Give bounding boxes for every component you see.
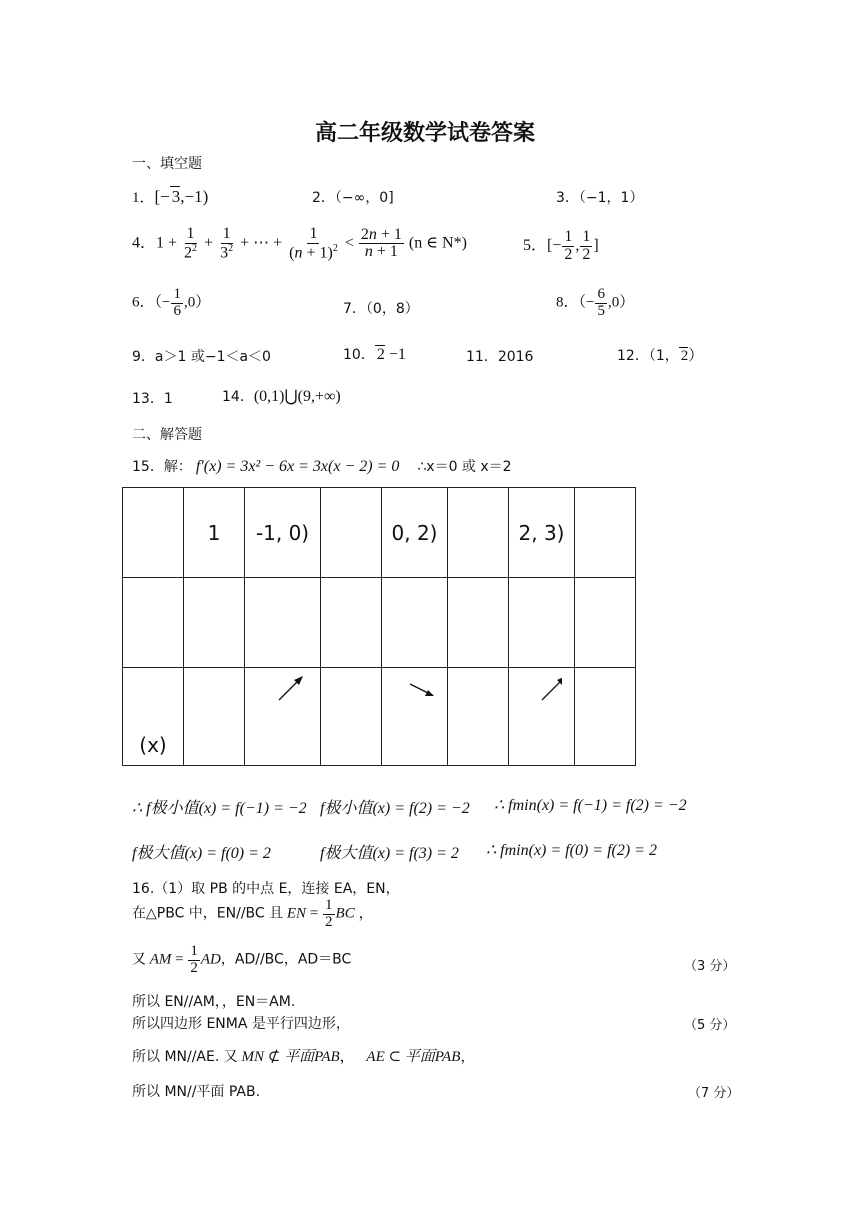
result-min-1: ∴ f极小值(x) = f(−1) = −2 (132, 800, 307, 817)
answer-11: 11．2016 (466, 349, 534, 365)
score-7: （7 分） (688, 1086, 740, 1101)
monotonicity-table (122, 487, 636, 766)
result-max-1: f极大值(x) = f(0) = 2 (132, 845, 271, 862)
result-max-3: ∴ fmin(x) = f(0) = f(2) = 2 (486, 842, 657, 859)
table-cell (123, 578, 184, 668)
answer-4: 4．1 + $\frac{1}{2^2}$ + $\frac{1}{3^2}$ + ⋯ + $\frac{1}{(n + 1)^2}$ < $\frac{2n + 1}{n + 1}$ (n ∈ N*) (132, 225, 467, 262)
table-cell (123, 668, 184, 766)
page-title: 高二年级数学试卷答案 (315, 121, 536, 146)
q15-line: 15．解： f′(x) = 3x² − 6x = 3x(x − 2) = 0 ∴x＝0 或 x＝2 (132, 458, 512, 475)
decreasing-arrow-icon (390, 668, 440, 708)
q16-line-5: 所以四边形 ENMA 是平行四边形， (132, 1016, 350, 1032)
result-max-2: f极大值(x) = f(3) = 2 (320, 845, 459, 862)
answer-14: 14．(0,1)⋃(9,+∞) (222, 388, 341, 405)
table-cell (575, 578, 636, 668)
table-cell (245, 668, 321, 766)
answer-12: 12．（1， 2） (617, 348, 704, 364)
answer-7: 7．（0，8） (343, 301, 419, 317)
table-cell (575, 668, 636, 766)
fx-label: (x) (139, 733, 167, 757)
answer-5: 5．[− $\frac{1}{2}$ , $\frac{1}{2}$ ] (523, 228, 599, 263)
table-cell (575, 488, 636, 578)
table-cell (184, 578, 245, 668)
table-cell (382, 578, 448, 668)
result-min-3: ∴ fmin(x) = f(−1) = f(2) = −2 (494, 797, 687, 814)
table-row (123, 668, 636, 766)
q16-line-2: 在△PBC 中，EN//BC 且 EN = $\frac{1}{2}$ BC ， (132, 897, 374, 930)
table-cell (448, 578, 509, 668)
score-5: （5 分） (684, 1018, 736, 1033)
result-min-2: f极小值(x) = f(2) = −2 (320, 800, 470, 817)
table-cell (123, 488, 184, 578)
increasing-arrow-icon (522, 668, 562, 708)
table-cell (382, 668, 448, 766)
q16-line-6: 所以 MN//AE. 又 MN ⊄ 平面PAB， AE ⊂ 平面PAB， (132, 1049, 476, 1065)
section-solutions: 二、解答题 (132, 427, 202, 443)
answer-6: 6．（− $\frac{1}{6}$ ,0） (132, 286, 211, 319)
score-3: （3 分） (684, 959, 736, 974)
section-fill-blank: 一、填空题 (132, 156, 202, 172)
table-row (123, 578, 636, 668)
increasing-arrow-icon (263, 668, 303, 708)
q16-line-1: 16.（1）取 PB 的中点 E，连接 EA，EN， (132, 881, 400, 897)
table-cell (321, 668, 382, 766)
answer-9: 9．a＞1 或−1＜a＜0 (132, 349, 271, 365)
table-cell: 0, 2) (382, 488, 448, 578)
answer-2: 2．（−∞，0] (312, 190, 394, 206)
answer-3: 3．（−1，1） (556, 190, 644, 206)
q16-line-3: 又 AM = $\frac{1}{2}$ AD，AD//BC，AD＝BC (132, 943, 352, 976)
q16-line-4: 所以 EN//AM，，EN＝AM. (132, 994, 296, 1010)
table-cell (448, 668, 509, 766)
q16-line-7: 所以 MN//平面 PAB. (132, 1084, 261, 1100)
answer-8: 8．（− $\frac{6}{5}$ ,0） (556, 286, 635, 319)
table-cell (245, 578, 321, 668)
answer-13: 13．1 (132, 391, 173, 407)
table-cell (184, 668, 245, 766)
table-cell: 1 (184, 488, 245, 578)
table-cell (509, 578, 575, 668)
table-cell: -1, 0) (245, 488, 321, 578)
table-cell (321, 488, 382, 578)
table-cell (448, 488, 509, 578)
table-row (123, 488, 636, 578)
answer-10: 10． 2 −1 (343, 346, 406, 363)
table-cell: 2, 3) (509, 488, 575, 578)
answer-1: 1．[− 3,−1) (132, 187, 209, 206)
table-cell (509, 668, 575, 766)
table-cell (321, 578, 382, 668)
